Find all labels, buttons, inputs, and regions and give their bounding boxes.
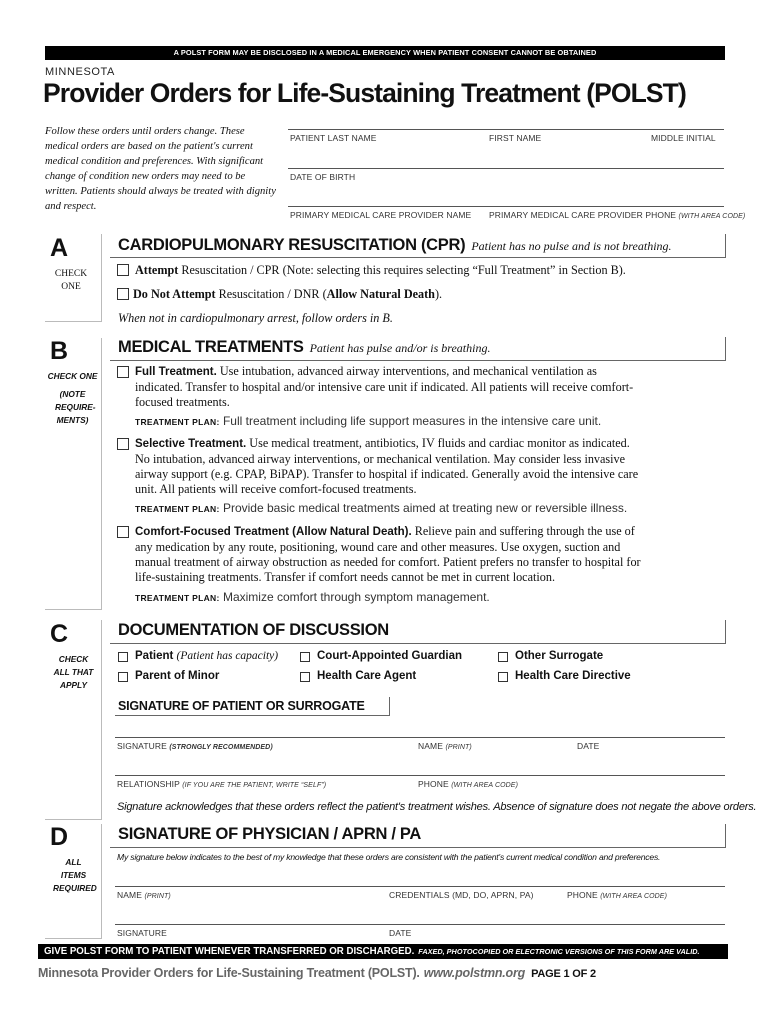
full-treatment-title: Full Treatment. [135, 366, 217, 378]
surrogate-checkbox[interactable] [498, 652, 508, 662]
comfort-treatment-option [135, 524, 645, 585]
comfort-treatment-title: Comfort-Focused Treatment (Allow Natural Death). [135, 526, 412, 538]
full-plan-text: Full treatment including life support measures in the intensive care unit. [222, 414, 602, 428]
surrogate-option: Other Surrogate [515, 650, 604, 662]
selective-plan-text: Provide basic medical treatments aimed at treating new or reversible illness. [222, 501, 628, 515]
transfer-banner-text: GIVE POLST FORM TO PATIENT WHENEVER TRANSFERRED OR DISCHARGED. [44, 946, 415, 957]
agent-option: Health Care Agent [317, 670, 417, 682]
full-treatment-checkbox[interactable] [117, 366, 129, 378]
relationship-label [117, 779, 326, 789]
intro-text: Follow these orders until orders change. These medical orders are based on the patient's current medical condition and preferences. With significant change of condition new orders may need to be written. Patients should always be treated with dignity and respect. [45, 126, 276, 212]
dnr-option [133, 287, 442, 302]
physician-phone-label [567, 890, 667, 900]
physician-date-label: DATE [389, 928, 412, 938]
full-treatment-text: Use intubation, advanced airway interventions, and mechanical ventilation as indicated. Transfer to hospital and/or intensive care unit if indicated. All patients will receive comfort-focused treatments. [135, 364, 634, 409]
section-a-title-text: CARDIOPULMONARY RESUSCITATION (CPR) [118, 236, 466, 254]
footer-url[interactable]: www.polstmn.org [423, 966, 526, 980]
patient-capacity-note: (Patient has capacity) [176, 650, 279, 662]
section-b-title [118, 338, 490, 357]
attempt-cpr-checkbox[interactable] [117, 264, 129, 276]
section-d-side-label: ALL ITEMS REQUIRED [53, 857, 97, 893]
patient-option [135, 650, 278, 662]
provider-phone-text: PRIMARY MEDICAL CARE PROVIDER PHONE [489, 210, 677, 220]
selective-treatment-text: Use medical treatment, antibiotics, IV fluids and cardiac monitor as indicated. No intubation, advanced airway interventions, or mechanical ventilation. May consider less invasive airway support (e.g. CPAP, BiPAP). Transfer to hospital if indicated. Generally avoid the intensive care unit. All patients will receive comfort-focused treatments. [135, 436, 639, 496]
selective-treatment-title: Selective Treatment. [135, 438, 247, 450]
section-a-subtitle: Patient has no pulse and is not breathing. [471, 239, 672, 253]
dnr-natural-death: Allow Natural Death [326, 287, 435, 301]
physician-name-note: (PRINT) [144, 893, 171, 900]
disclosure-banner: A POLST FORM MAY BE DISCLOSED IN A MEDICAL EMERGENCY WHEN PATIENT CONSENT CANNOT BE OBTAINED [45, 46, 725, 60]
dnr-checkbox[interactable] [117, 288, 129, 300]
physician-name-text: NAME [117, 890, 142, 900]
dnr-label: Do Not Attempt [133, 287, 216, 301]
section-c-side-label: CHECK ALL THAT APPLY [53, 654, 94, 690]
physician-name-label [117, 890, 171, 900]
dnr-end: ). [434, 287, 443, 301]
signature-line[interactable] [115, 737, 725, 738]
validity-note: FAXED, PHOTOCOPIED OR ELECTRONIC VERSIONS OF THIS FORM ARE VALID. [418, 947, 700, 956]
physician-statement: My signature below indicates to the best of my knowledge that these orders are consistent with the patient's current medical condition and preferences. [117, 852, 661, 862]
footer-form-name: Minnesota Provider Orders for Life-Sustaining Treatment (POLST). [38, 966, 420, 980]
patient-signature-label [117, 741, 273, 751]
physician-signature-label: SIGNATURE [117, 928, 167, 938]
guardian-checkbox[interactable] [300, 652, 310, 662]
patient-signature-header: SIGNATURE OF PATIENT OR SURROGATE [115, 697, 390, 716]
relationship-note: (IF YOU ARE THE PATIENT, WRITE “SELF”) [182, 782, 327, 789]
selective-treatment-checkbox[interactable] [117, 438, 129, 450]
section-c-letter: C [50, 620, 69, 648]
section-a-side-label: CHECK ONE [54, 269, 88, 292]
relationship-line[interactable] [115, 775, 725, 776]
patient-phone-label [418, 779, 518, 789]
directive-checkbox[interactable] [498, 672, 508, 682]
section-a-title [118, 236, 672, 255]
provider-phone-note: (WITH AREA CODE) [678, 213, 746, 220]
selective-treatment-plan [135, 501, 627, 515]
tp-label: TREATMENT PLAN: [135, 504, 220, 514]
comfort-plan-text: Maximize comfort through symptom management. [222, 590, 490, 604]
comfort-treatment-plan [135, 590, 490, 604]
section-b-side-note: (NOTE REQUIRE-MENTS) [55, 389, 96, 425]
page-number: PAGE 1 OF 2 [531, 968, 596, 980]
physician-phone-note: (WITH AREA CODE) [600, 893, 668, 900]
parent-option: Parent of Minor [135, 670, 220, 682]
patient-name-note: (PRINT) [445, 744, 472, 751]
footer [38, 966, 596, 980]
signature-acknowledgement: Signature acknowledges that these orders reflect the patient's treatment wishes. Absence of signature does not negate the above orders. [117, 801, 757, 813]
attempt-cpr-option [135, 263, 626, 278]
credentials-label: CREDENTIALS (MD, DO, APRN, PA) [389, 890, 534, 900]
patient-checkbox[interactable] [118, 652, 128, 662]
physician-signature-line[interactable] [115, 924, 725, 925]
patient-last-name-label: PATIENT LAST NAME [290, 133, 377, 143]
tp-label: TREATMENT PLAN: [135, 593, 220, 603]
guardian-option: Court-Appointed Guardian [317, 650, 463, 662]
comfort-treatment-checkbox[interactable] [117, 526, 129, 538]
provider-name-label: PRIMARY MEDICAL CARE PROVIDER NAME [290, 210, 472, 220]
field-line [288, 168, 724, 169]
directive-option: Health Care Directive [515, 670, 631, 682]
state-label: MINNESOTA [45, 66, 115, 78]
form-title: Provider Orders for Life-Sustaining Treatment (POLST) [43, 78, 686, 108]
patient-sig-text: SIGNATURE [117, 741, 167, 751]
section-a-letter: A [50, 234, 69, 262]
patient-name-text: NAME [418, 741, 443, 751]
physician-name-line[interactable] [115, 886, 725, 887]
full-treatment-plan [135, 414, 601, 428]
section-b-subtitle: Patient has pulse and/or is breathing. [309, 341, 491, 355]
comfort-treatment-text: Relieve pain and suffering through the use of any medication by any route, positioning, wound care and other measures. Use oxygen, suction and manual treatment of airway obstruction as needed for comfort. Patient prefers no transfer to hospital for life-sustaining treatments. Transfer if comfort needs cannot be met in current location. [135, 524, 641, 584]
transfer-banner [38, 944, 728, 959]
section-b-title-text: MEDICAL TREATMENTS [118, 338, 304, 356]
dnr-text: Resuscitation / DNR ( [218, 287, 327, 301]
middle-initial-label: MIDDLE INITIAL [651, 133, 716, 143]
section-c-sidebox [45, 620, 102, 820]
patient-phone-note: (WITH AREA CODE) [451, 782, 519, 789]
attempt-text: Resuscitation / CPR (Note: selecting this requires selecting “Full Treatment” in Section B). [181, 263, 626, 277]
full-treatment-option [135, 364, 645, 410]
patient-date-label: DATE [577, 741, 600, 751]
patient-sig-note: (STRONGLY RECOMMENDED) [169, 744, 273, 751]
provider-phone-label [489, 210, 745, 220]
section-d-title: SIGNATURE OF PHYSICIAN / APRN / PA [118, 825, 422, 843]
section-c-title: DOCUMENTATION OF DISCUSSION [118, 621, 389, 639]
patient-name-label [418, 741, 472, 751]
section-d-letter: D [50, 823, 69, 851]
physician-phone-text: PHONE [567, 890, 598, 900]
attempt-label: Attempt [135, 263, 179, 277]
section-a-note: When not in cardiopulmonary arrest, follow orders in B. [118, 311, 393, 325]
agent-checkbox[interactable] [300, 672, 310, 682]
section-b-letter: B [50, 337, 69, 365]
dob-label: DATE OF BIRTH [290, 172, 356, 182]
first-name-label: FIRST NAME [489, 133, 542, 143]
field-line [288, 129, 724, 130]
patient-label: Patient [135, 650, 174, 662]
parent-checkbox[interactable] [118, 672, 128, 682]
section-b-side-label: CHECK ONE [47, 371, 98, 381]
field-line [288, 206, 724, 207]
selective-treatment-option [135, 436, 645, 497]
tp-label: TREATMENT PLAN: [135, 417, 220, 427]
patient-phone-text: PHONE [418, 779, 449, 789]
relationship-text: RELATIONSHIP [117, 779, 180, 789]
